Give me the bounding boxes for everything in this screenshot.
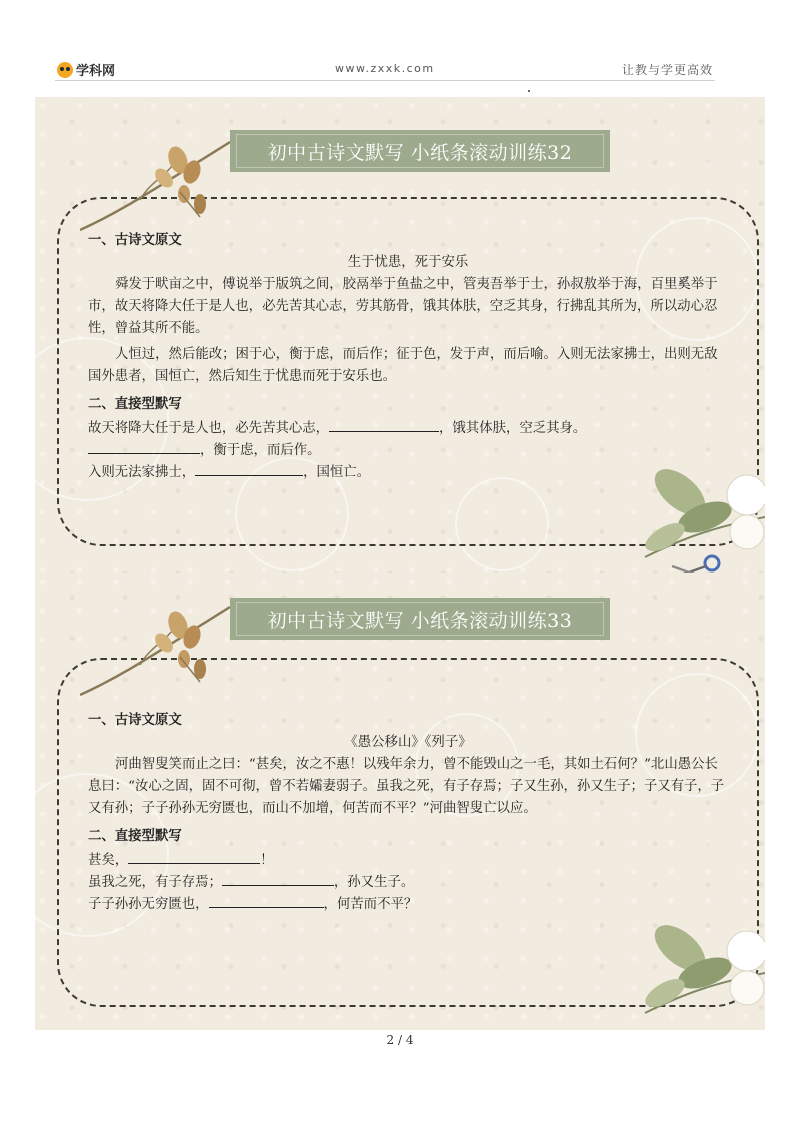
- page-number: 2 / 4: [386, 1033, 414, 1047]
- dictation-question: [88, 870, 728, 892]
- question-text: 故天将降大任于是人也，必先苦其心志，: [88, 421, 330, 436]
- page-header: [55, 58, 715, 81]
- flower-branch-icon: [80, 587, 230, 697]
- question-text: ，衡于虑，而后作。: [200, 443, 321, 458]
- original-paragraph: 舜发于畎亩之中，傅说举于版筑之间，胶鬲举于鱼盐之中，管夷吾举于士，孙叔敖举于海，百里奚举于市，故天将降大任于是人也，必先苦其心志，劳其筋骨，饿其体肤，空乏其身，行拂乱其所为，所以动心忍性，曾益其所不能。: [88, 277, 718, 336]
- question-text: ，孙又生子。: [333, 875, 415, 890]
- question-text: ，饿其体肤，空乏其身。: [439, 421, 587, 436]
- flower-branch-icon: [80, 122, 230, 232]
- dictation-question: [88, 892, 728, 914]
- card-32-content: [88, 230, 728, 482]
- card-33-content: [88, 710, 728, 914]
- dictation-question: [88, 416, 728, 438]
- dictation-question: [88, 438, 728, 460]
- owl-logo-icon: [57, 62, 73, 78]
- card-banner-title: 初中古诗文默写 小纸条滚动训练33: [230, 598, 610, 640]
- section-heading-original: 一、古诗文原文: [88, 713, 182, 728]
- slogan: 让教与学更高效: [621, 63, 713, 77]
- question-text: 入则无法家拂士，: [88, 465, 196, 480]
- question-text: 甚矣，: [88, 853, 129, 868]
- card-banner-title: 初中古诗文默写 小纸条滚动训练32: [230, 130, 610, 172]
- original-paragraph: 人恒过，然后能改；困于心，衡于虑，而后作；征于色，发于声，而后喻。入则无法家拂士，出则无敌国外患者，国恒亡，然后知生于忧患而死于安乐也。: [88, 347, 718, 384]
- question-text: ，何苦而不平？: [323, 897, 418, 912]
- stray-dot: [528, 90, 530, 92]
- original-paragraph: 河曲智叟笑而止之曰：“甚矣，汝之不惠！以残年余力，曾不能毁山之一毛，其如土石何？”北山愚公长息曰：“汝心之固，固不可彻，曾不若孀妻弱子。虽我之死，有子存焉；子又生孙，孙又生子；子又有子，子又有孙；子子孙孙无穷匮也，而山不加增，何苦而不平？”河曲智叟亡以应。: [88, 757, 725, 816]
- flower-branch-icon: [635, 903, 765, 1023]
- section-heading-dictation: 二、直接型默写: [88, 397, 182, 412]
- logo-text: 学科网: [76, 64, 116, 79]
- answer-blank[interactable]: [209, 892, 324, 908]
- dictation-question: [88, 460, 728, 482]
- dictation-question: [88, 848, 728, 870]
- section-heading-original: 一、古诗文原文: [88, 233, 182, 248]
- question-text: 虽我之死，有子存焉；: [88, 875, 222, 890]
- question-text: ！: [260, 853, 274, 868]
- section-heading-dictation: 二、直接型默写: [88, 829, 182, 844]
- answer-blank[interactable]: [329, 416, 439, 432]
- poem-title: 生于忧患，死于安乐: [347, 255, 469, 270]
- site-url[interactable]: www.zxxk.com: [335, 62, 435, 75]
- poem-title: 《愚公移山》《列子》: [344, 735, 472, 750]
- question-text: 子子孙孙无穷匮也，: [88, 897, 209, 912]
- answer-blank[interactable]: [195, 460, 303, 476]
- site-logo[interactable]: [57, 60, 115, 79]
- question-text: ，国恒亡。: [303, 465, 371, 480]
- answer-blank[interactable]: [128, 848, 260, 864]
- answer-blank[interactable]: [88, 438, 200, 454]
- answer-blank[interactable]: [222, 870, 334, 886]
